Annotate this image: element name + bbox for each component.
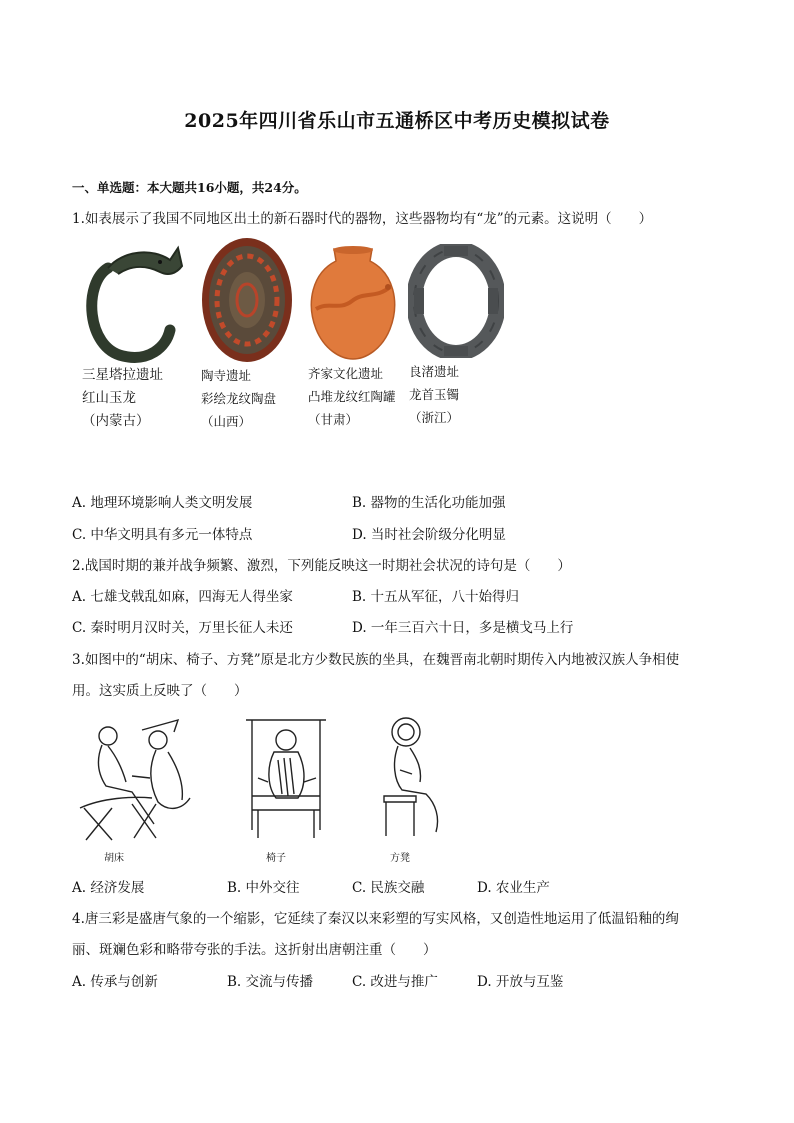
artifact-name: 红山玉龙 xyxy=(82,390,136,406)
artifact-region: （山西） xyxy=(201,414,252,429)
q3-option-d[interactable]: D. 农业生产 xyxy=(477,880,550,896)
q2-option-b[interactable]: B. 十五从军征，八十始得归 xyxy=(352,589,520,605)
jade-dragon-image xyxy=(78,238,188,366)
figure-label-huchuang: 胡床 xyxy=(104,853,124,864)
painted-dragon-plate-image xyxy=(200,236,294,364)
q2-option-d[interactable]: D. 一年三百六十日，多是横戈马上行 xyxy=(352,620,574,636)
artifact-name: 凸堆龙纹红陶罐 xyxy=(308,389,396,404)
artifact-region: （甘肃） xyxy=(308,412,359,427)
artifact-site: 陶寺遗址 xyxy=(201,368,252,383)
figure-label-chair: 椅子 xyxy=(266,853,286,864)
artifact-caption-3 xyxy=(308,362,396,431)
artifact-region: （内蒙古） xyxy=(82,413,150,429)
q1-option-c[interactable]: C. 中华文明具有多元一体特点 xyxy=(72,527,253,543)
dragon-pattern-jar-image xyxy=(304,243,402,363)
artifact-name: 龙首玉镯 xyxy=(409,387,460,402)
q4-option-d[interactable]: D. 开放与互鉴 xyxy=(477,974,564,990)
artifact-site: 良渚遗址 xyxy=(409,364,460,379)
q2-option-c[interactable]: C. 秦时明月汉时关，万里长征人未还 xyxy=(72,620,293,636)
question-1-stem: 1.如表展示了我国不同地区出土的新石器时代的器物，这些器物均有“龙”的元素。这说明（ ） xyxy=(72,211,653,227)
q3-option-a[interactable]: A. 经济发展 xyxy=(72,880,145,896)
artifact-region: （浙江） xyxy=(409,410,460,425)
question-3-stem-line-2: 用。这实质上反映了（ ） xyxy=(72,683,248,699)
q1-option-a[interactable]: A. 地理环境影响人类文明发展 xyxy=(72,495,253,511)
dragon-head-bracelet-image xyxy=(408,244,504,358)
hu-chuang-drawing xyxy=(72,712,198,842)
question-4-stem-line-2: 丽、斑斓色彩和略带夸张的手法。这折射出唐朝注重（ ） xyxy=(72,942,437,958)
q1-option-d[interactable]: D. 当时社会阶级分化明显 xyxy=(352,527,506,543)
question-4-stem-line-1: 4.唐三彩是盛唐气象的一个缩影，它延续了秦汉以来彩塑的写实风格，又创造性地运用了低温铅釉的绚 xyxy=(72,911,679,927)
artifact-caption-1 xyxy=(82,364,163,433)
artifact-caption-2 xyxy=(201,364,276,433)
question-2-stem: 2.战国时期的兼并战争频繁、激烈，下列能反映这一时期社会状况的诗句是（ ） xyxy=(72,558,571,574)
stool-drawing xyxy=(370,710,450,840)
chair-drawing xyxy=(238,712,334,842)
artifact-site: 齐家文化遗址 xyxy=(308,366,384,381)
q4-option-c[interactable]: C. 改进与推广 xyxy=(352,974,438,990)
page-title: 2025年四川省乐山市五通桥区中考历史模拟试卷 xyxy=(184,110,610,132)
artifact-caption-4 xyxy=(409,360,459,429)
q3-option-b[interactable]: B. 中外交往 xyxy=(227,880,300,896)
q4-option-b[interactable]: B. 交流与传播 xyxy=(227,974,314,990)
artifact-site: 三星塔拉遗址 xyxy=(82,367,163,383)
q1-option-b[interactable]: B. 器物的生活化功能加强 xyxy=(352,495,506,511)
section-header: 一、单选题：本大题共16小题，共24分。 xyxy=(72,180,307,195)
question-3-stem-line-1: 3.如图中的“胡床、椅子、方凳”原是北方少数民族的坐具，在魏晋南北朝时期传入内地被汉族人争相使 xyxy=(72,652,680,668)
figure-label-stool: 方凳 xyxy=(390,853,410,864)
q3-option-c[interactable]: C. 民族交融 xyxy=(352,880,425,896)
q2-option-a[interactable]: A. 七雄戈戟乱如麻，四海无人得坐家 xyxy=(72,589,293,605)
artifact-name: 彩绘龙纹陶盘 xyxy=(201,391,277,406)
q4-option-a[interactable]: A. 传承与创新 xyxy=(72,974,158,990)
